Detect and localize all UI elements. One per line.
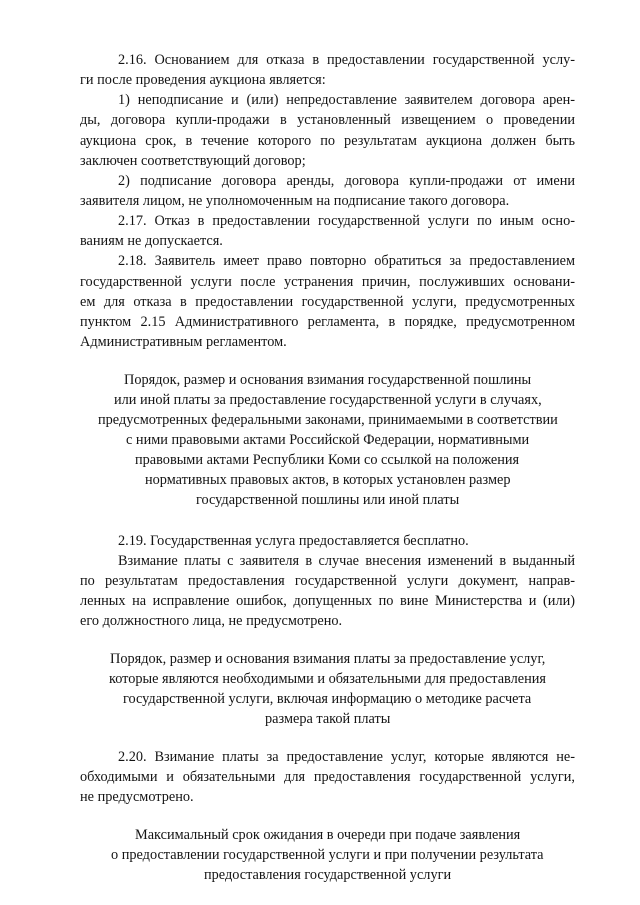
text-line	[109, 669, 546, 689]
text-line-content: Порядок, размер и основания взимания платы за предоставление услуг,	[110, 651, 546, 667]
text-line	[80, 231, 223, 251]
text-line	[80, 110, 575, 130]
text-line	[118, 50, 575, 70]
text-line	[135, 450, 519, 470]
text-line	[80, 131, 575, 151]
text-line	[80, 591, 575, 611]
text-line	[118, 531, 469, 551]
text-line-content: предоставления государственной услуги	[204, 867, 452, 883]
text-line-content: предусмотренных федеральными законами, принимаемыми в соответствии	[98, 412, 558, 428]
text-line	[123, 689, 531, 709]
text-line-content: 2.16. Основанием для отказа в предоставлении государственной услу-	[118, 52, 575, 68]
text-line-content: правовыми актами Республики Коми со ссылкой на положения	[135, 452, 520, 468]
text-line	[118, 747, 575, 767]
text-line-content: 2.18. Заявитель имеет право повторно обратиться за предоставлением	[118, 253, 575, 269]
text-line-content: нормативных правовых актов, в которых установлен размер	[145, 472, 511, 488]
text-line	[135, 825, 520, 845]
text-line	[204, 865, 451, 885]
text-line	[80, 272, 575, 292]
text-line-content: ваниям не допускается.	[80, 233, 223, 249]
text-line-content: или иной платы за предоставление государственной услуги в случаях,	[114, 392, 542, 408]
text-line	[124, 370, 531, 390]
text-line-content: государственной пошлины или иной платы	[196, 492, 460, 508]
text-line-content: аукциона срок, в течение которого по результатам аукциона должен быть	[80, 133, 575, 149]
text-line	[118, 551, 575, 571]
text-line	[126, 430, 529, 450]
text-line-content: с ними правовыми актами Российской Федерации, нормативными	[126, 432, 530, 448]
text-line-content: 2.17. Отказ в предоставлении государственной услуги по иным осно-	[118, 213, 575, 229]
text-line	[118, 90, 575, 110]
text-line	[196, 490, 459, 510]
text-line	[80, 191, 509, 211]
text-line-content: ги после проведения аукциона является:	[80, 72, 326, 88]
text-line	[118, 171, 575, 191]
text-line-content: которые являются необходимыми и обязательными для предоставления	[109, 671, 546, 687]
text-line-content: заявителя лицом, не уполномоченным на подписание такого договора.	[80, 193, 510, 209]
text-line	[145, 470, 511, 490]
text-line-content: заключен соответствующий договор;	[80, 153, 306, 169]
text-line	[111, 845, 544, 865]
text-line-content: 2.20. Взимание платы за предоставление услуг, которые являются не-	[118, 749, 575, 765]
text-line-content: пунктом 2.15 Административного регламента, в порядке, предусмотренном	[80, 314, 575, 330]
text-line	[80, 332, 287, 352]
text-line-content: Взимание платы с заявителя в случае внесения изменений в выданный	[118, 553, 575, 569]
text-line-content: ды, договора купли-продажи в установленный извещением о проведении	[80, 112, 575, 128]
text-line	[265, 709, 390, 729]
text-line-content: ленных на исправление ошибок, допущенных по вине Министерства и (или)	[80, 593, 575, 609]
text-line	[80, 151, 306, 171]
text-line-content: обходимыми и обязательными для предоставления государственной услуги,	[80, 769, 575, 785]
text-line-content: 2) подписание договора аренды, договора купли-продажи от имени	[118, 173, 575, 189]
text-line-content: Максимальный срок ожидания в очереди при подаче заявления	[135, 827, 521, 843]
text-line	[80, 787, 194, 807]
text-line	[110, 649, 545, 669]
text-line-content: его должностного лица, не предусмотрено.	[80, 613, 343, 629]
text-line	[80, 611, 342, 631]
text-line	[118, 211, 575, 231]
text-line-content: не предусмотрено.	[80, 789, 194, 805]
text-line-content: государственной услуги, включая информацию о методике расчета	[123, 691, 532, 707]
text-line-content: Административным регламентом.	[80, 334, 287, 350]
text-line-content: Порядок, размер и основания взимания государственной пошлины	[124, 372, 532, 388]
text-line	[80, 70, 326, 90]
text-line	[114, 390, 542, 410]
text-line	[118, 251, 575, 271]
text-line-content: о предоставлении государственной услуги и при получении результата	[111, 847, 544, 863]
text-line-content: ем для отказа в предоставлении государственной услуги, предусмотренных	[80, 294, 575, 310]
text-line-content: 1) неподписание и (или) непредоставление заявителем договора арен-	[118, 92, 575, 108]
text-line-content: государственной услуги после устранения причин, послуживших основани-	[80, 274, 575, 290]
text-line-content: 2.19. Государственная услуга предоставляется бесплатно.	[118, 533, 469, 549]
text-line	[80, 767, 575, 787]
text-line-content: по результатам предоставления государственной услуги документ, направ-	[80, 573, 575, 589]
text-line-content: размера такой платы	[265, 711, 391, 727]
text-line	[80, 312, 575, 332]
text-line	[98, 410, 558, 430]
text-line	[80, 292, 575, 312]
text-line	[80, 571, 575, 591]
